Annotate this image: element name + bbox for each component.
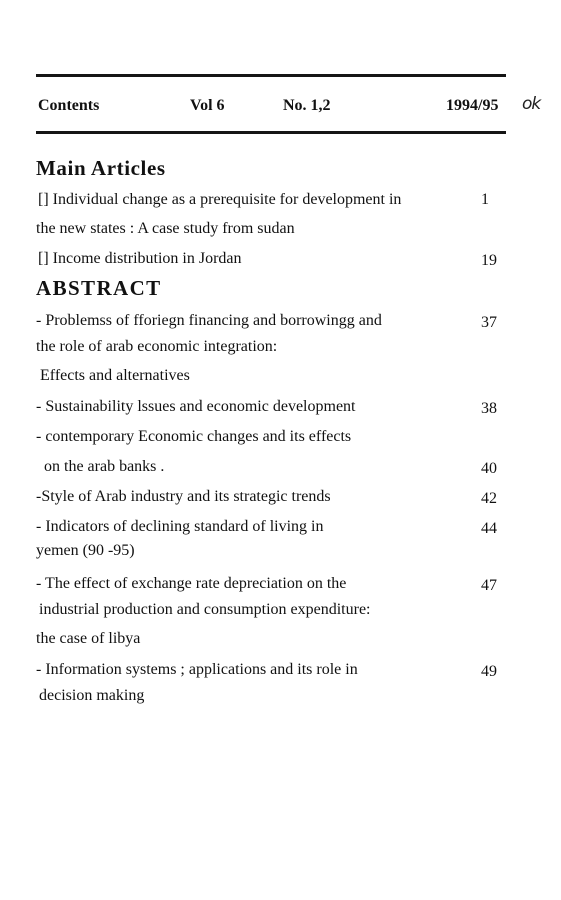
abstract-item-2-line-1: - Sustainability lssues and economic development: [36, 398, 356, 415]
abstract-item-7-page: 49: [481, 663, 497, 680]
abstract-item-3-line-1: - contemporary Economic changes and its effects: [36, 428, 352, 445]
main-article-1-page: 1: [481, 191, 489, 208]
handwritten-ok-note: ok: [522, 94, 541, 114]
abstract-heading: ABSTRACT: [36, 276, 162, 300]
abstract-item-6-line-3: the case of libya: [36, 630, 141, 647]
header-top-rule: [36, 74, 506, 77]
abstract-item-3-page: 40: [481, 460, 497, 477]
main-article-1-line-1: [] Individual change as a prerequisite for development in: [38, 191, 402, 208]
abstract-item-7-line-2: decision making: [39, 687, 145, 704]
year-label: 1994/95: [446, 97, 499, 114]
abstract-item-5-line-2: yemen (90 -95): [36, 542, 135, 559]
abstract-item-6-line-1: - The effect of exchange rate depreciation on the: [36, 575, 347, 592]
abstract-item-6-line-2: industrial production and consumption expenditure:: [39, 601, 371, 618]
abstract-item-2-page: 38: [481, 400, 497, 417]
contents-label: Contents: [38, 97, 100, 114]
volume-label: Vol 6: [190, 97, 225, 114]
abstract-item-1-line-3: Effects and alternatives: [40, 367, 190, 384]
abstract-item-1-line-1: - Problemss of fforiegn financing and borrowingg and: [36, 312, 382, 329]
main-article-2-line-1: [] Income distribution in Jordan: [38, 250, 242, 267]
main-article-1-line-2: the new states : A case study from sudan: [36, 220, 295, 237]
abstract-item-3-line-2: on the arab banks .: [44, 458, 165, 475]
abstract-item-1-page: 37: [481, 314, 497, 331]
abstract-item-5-page: 44: [481, 520, 497, 537]
header-bottom-rule: [36, 131, 506, 134]
abstract-item-4-page: 42: [481, 490, 497, 507]
main-articles-heading: Main Articles: [36, 156, 166, 180]
issue-number-label: No. 1,2: [283, 97, 331, 114]
abstract-item-5-line-1: - Indicators of declining standard of living in: [36, 518, 324, 535]
abstract-item-4-line-1: -Style of Arab industry and its strategic trends: [36, 488, 331, 505]
main-article-2-page: 19: [481, 252, 497, 269]
abstract-item-7-line-1: - Information systems ; applications and its role in: [36, 661, 358, 678]
abstract-item-1-line-2: the role of arab economic integration:: [36, 338, 278, 355]
abstract-item-6-page: 47: [481, 577, 497, 594]
